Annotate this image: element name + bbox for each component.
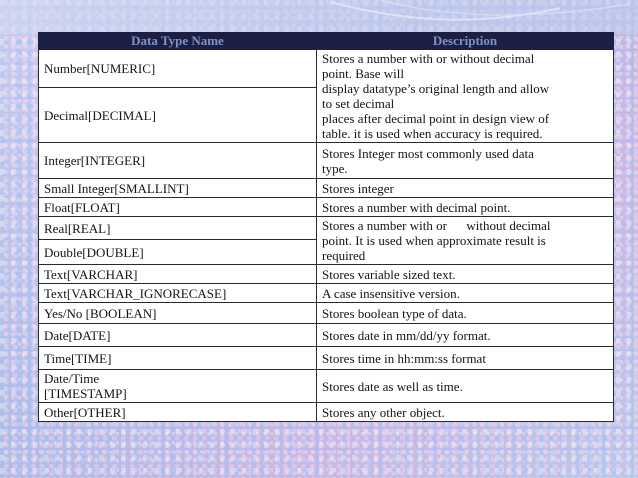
description-cell [317, 143, 614, 179]
description-line: required [322, 248, 366, 263]
column-header-data-type-name: Data Type Name [39, 33, 317, 50]
type-name-cell: Other[OTHER] [39, 403, 317, 422]
table-row [39, 217, 614, 240]
data-types-table [38, 32, 614, 422]
description-line: display datatype’s original length and allow [322, 81, 550, 96]
description-line: places after decimal point in design view of [322, 111, 550, 126]
table-row [39, 265, 614, 284]
table-row [39, 50, 614, 88]
type-name-cell: Number[NUMERIC] [39, 50, 317, 88]
description-cell: Stores time in hh:mm:ss format [317, 347, 614, 370]
description-cell: Stores any other object. [317, 403, 614, 422]
description-cell: Stores date in mm/dd/yy format. [317, 324, 614, 347]
description-line: point. It is used when approximate result is [322, 233, 546, 248]
description-line: point. Base will [322, 66, 404, 81]
table-row [39, 198, 614, 217]
table-row [39, 284, 614, 303]
description-cell: Stores date as well as time. [317, 370, 614, 403]
description-cell: Stores integer [317, 179, 614, 198]
type-name-cell: Real[REAL] [39, 217, 317, 240]
description-cell: Stores variable sized text. [317, 265, 614, 284]
description-line: Stores Integer most commonly used data [322, 145, 534, 161]
description-cell: A case insensitive version. [317, 284, 614, 303]
type-name-cell: Time[TIME] [39, 347, 317, 370]
description-line: Stores a number with or without decimal [322, 218, 551, 233]
description-line: type. [322, 160, 348, 176]
table-row [39, 347, 614, 370]
type-name-cell: Small Integer[SMALLINT] [39, 179, 317, 198]
type-name-cell [39, 370, 317, 403]
table-row [39, 324, 614, 347]
type-name-cell: Double[DOUBLE] [39, 240, 317, 265]
description-cell: Stores a number with decimal point. [317, 198, 614, 217]
type-name-cell: Text[VARCHAR] [39, 265, 317, 284]
type-name-cell: Text[VARCHAR_IGNORECASE] [39, 284, 317, 303]
description-line: Stores a number with or without decimal [322, 51, 535, 66]
type-name-line: [TIMESTAMP] [44, 386, 127, 401]
table-row [39, 303, 614, 324]
type-name-cell: Yes/No [BOOLEAN] [39, 303, 317, 324]
table-row [39, 143, 614, 179]
description-cell: Stores boolean type of data. [317, 303, 614, 324]
type-name-cell: Date[DATE] [39, 324, 317, 347]
column-header-description: Description [317, 33, 614, 50]
description-line: to set decimal [322, 96, 395, 111]
type-name-cell: Decimal[DECIMAL] [39, 88, 317, 143]
table-row [39, 179, 614, 198]
description-cell [317, 50, 614, 143]
type-name-cell: Integer[INTEGER] [39, 143, 317, 179]
table-row [39, 370, 614, 403]
type-name-line: Date/Time [44, 371, 100, 386]
description-cell [317, 217, 614, 265]
description-line: table. it is used when accuracy is required. [322, 126, 543, 141]
table-row [39, 403, 614, 422]
type-name-cell: Float[FLOAT] [39, 198, 317, 217]
